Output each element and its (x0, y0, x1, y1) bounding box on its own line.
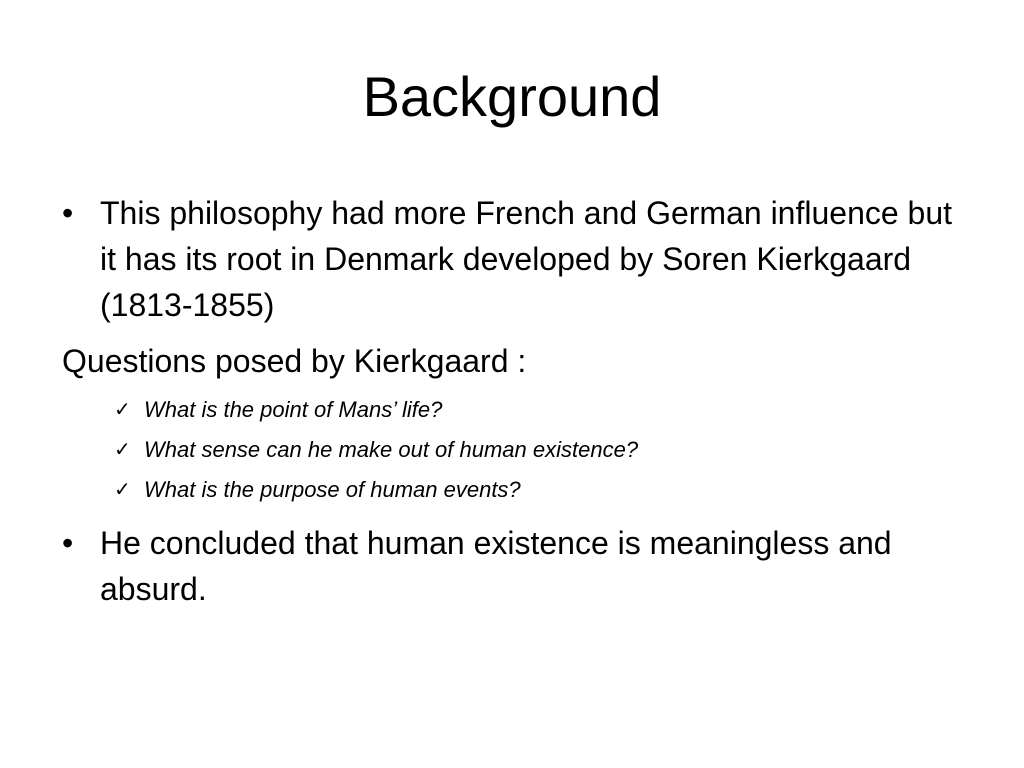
question-text-1: What is the point of Mans’ life? (144, 397, 443, 422)
questions-heading: Questions posed by Kierkgaard : (62, 343, 527, 379)
slide-title: Background (362, 65, 662, 128)
bullet-icon: • (62, 195, 74, 231)
question-item-3 (114, 470, 962, 510)
checkmark-icon: ✓ (114, 479, 131, 501)
question-text-2: What sense can he make out of human existence? (144, 437, 639, 462)
questions-list (114, 390, 962, 510)
checkmark-icon: ✓ (114, 439, 131, 461)
question-item-2 (114, 430, 962, 470)
bullet-text-1: This philosophy had more French and German influence but it has its root in Denmark developed by Soren Kierkgaard (1813-1855) (100, 195, 953, 323)
bullet-item-1 (62, 190, 962, 328)
bullet-item-2 (62, 520, 962, 612)
question-item-1 (114, 390, 962, 430)
bullet-icon: • (62, 525, 74, 561)
bullet-text-2: He concluded that human existence is meaningless and absurd. (100, 525, 892, 607)
question-text-3: What is the purpose of human events? (144, 477, 521, 502)
slide-content (62, 190, 962, 622)
checkmark-icon: ✓ (114, 399, 131, 421)
